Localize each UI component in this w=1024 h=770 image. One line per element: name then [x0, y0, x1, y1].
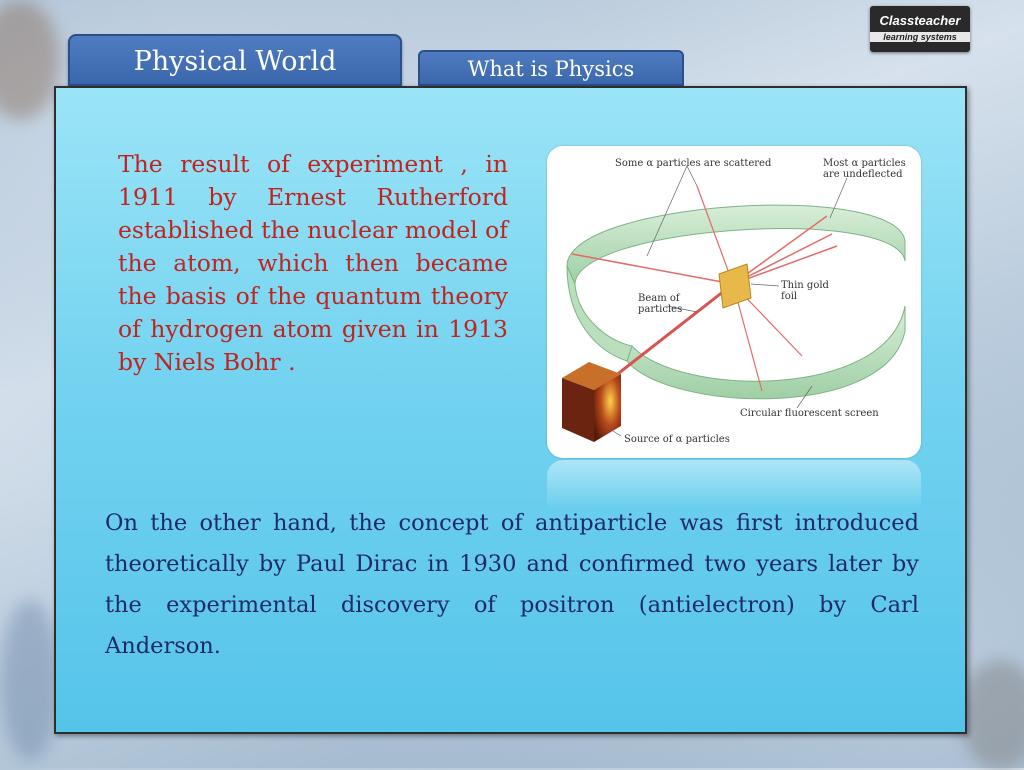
label-foil-2: foil	[781, 291, 798, 302]
screen-side	[567, 266, 632, 361]
antiparticle-paragraph: On the other hand, the concept of antiparticle was first introduced theoretically by Paul Dirac in 1930 and confirmed two years later by the experimental discovery of positron (antielectron) by Carl Anderson.	[105, 510, 919, 659]
label-beam-2: particles	[638, 304, 683, 315]
logo-line1: Classteacher	[879, 13, 961, 28]
scattered-ray	[572, 254, 733, 284]
tab-physical-world[interactable]: Physical World	[68, 34, 402, 86]
background-decoration	[960, 660, 1024, 770]
label-foil-1: Thin gold	[781, 280, 829, 291]
background-decoration	[0, 600, 60, 760]
rutherford-experiment-diagram	[547, 146, 921, 458]
rutherford-paragraph: The result of experiment , in 1911 by Ernest Rutherford established the nuclear model of the atom, which then became the basis of the quantum theory of hydrogen atom given in 1913 by Niels Bohr .	[118, 150, 508, 376]
classteacher-logo	[870, 6, 970, 52]
background-decoration	[0, 0, 60, 120]
label-source: Source of α particles	[624, 434, 730, 445]
label-undeflected-1: Most α particles	[823, 158, 906, 169]
label-scattered: Some α particles are scattered	[615, 158, 772, 169]
label-screen: Circular fluorescent screen	[740, 408, 879, 419]
label-beam-1: Beam of	[638, 293, 680, 304]
label-undeflected-2: are undeflected	[823, 169, 903, 180]
logo-line2: learning systems	[870, 32, 970, 42]
screen-front	[627, 306, 905, 399]
scattered-ray	[697, 186, 733, 284]
gold-foil	[719, 264, 751, 308]
tab-what-is-physics[interactable]: What is Physics	[418, 50, 684, 86]
